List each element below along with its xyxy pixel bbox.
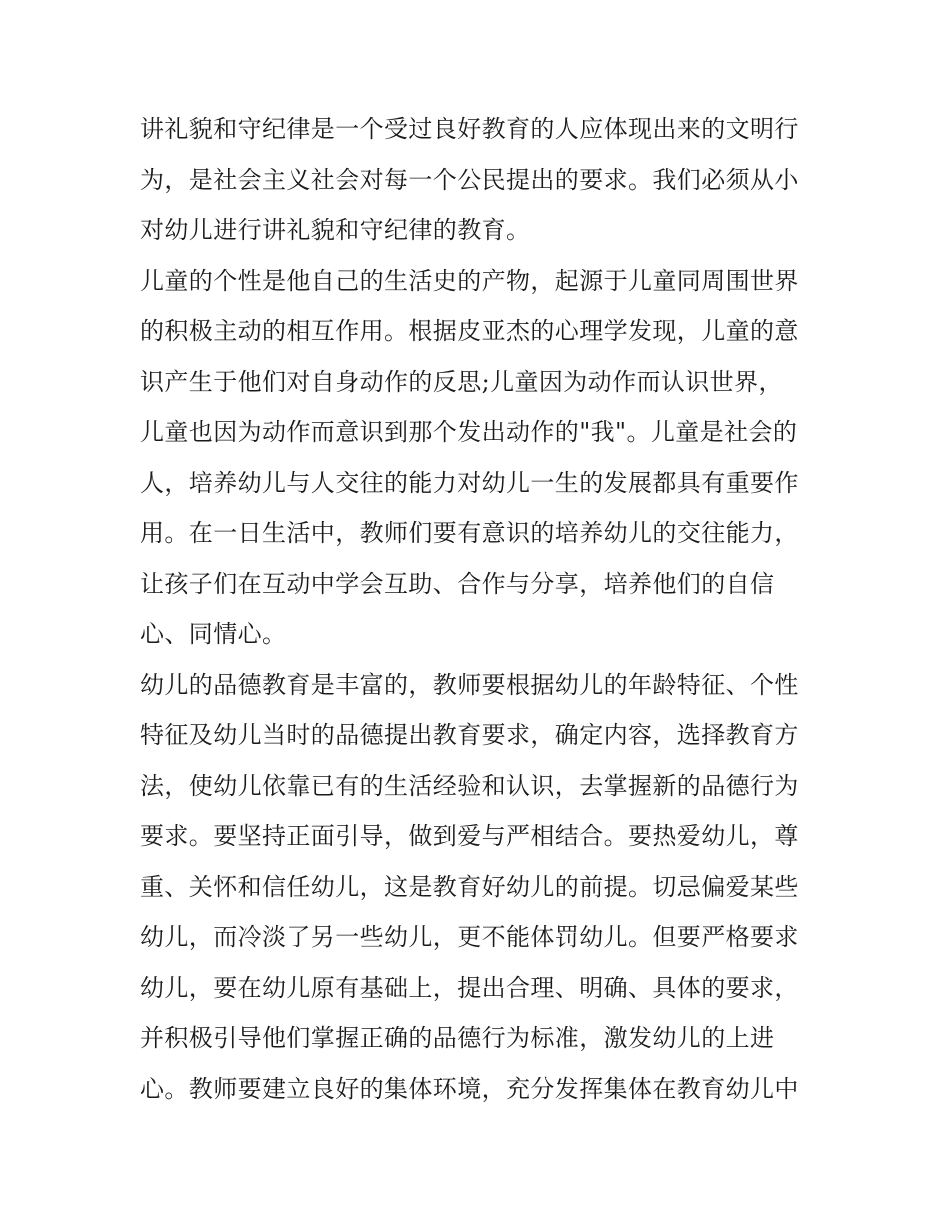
text-line: 儿童的个性是他自己的生活史的产物，起源于儿童同周围世界: [140, 266, 799, 295]
document-body: [140, 104, 820, 1114]
text-line: 并积极引导他们掌握正确的品德行为标准，激发幼儿的上进: [140, 1024, 775, 1052]
text-line: 让孩子们在互动中学会互助、合作与分享，培养他们的自信: [140, 569, 775, 598]
text-line: 对幼儿进行讲礼貌和守纪律的教育。: [140, 216, 531, 244]
text-line: 儿童也因为动作而意识到那个发出动作的"我"。儿童是社会的: [140, 418, 798, 446]
text-line: 特征及幼儿当时的品德提出教育要求，确定内容，选择教育方: [140, 721, 799, 749]
text-line: 要求。要坚持正面引导，做到爱与严相结合。要热爱幼儿，尊: [140, 822, 799, 850]
text-line: 的积极主动的相互作用。根据皮亚杰的心理学发现，儿童的意: [140, 317, 799, 345]
text-line: 心、同情心。: [140, 620, 287, 648]
text-line: 识产生于他们对自身动作的反思;儿童因为动作而认识世界，: [140, 367, 783, 396]
text-line: 用。在一日生活中，教师们要有意识的培养幼儿的交往能力，: [140, 519, 799, 547]
text-line: 讲礼貌和守纪律是一个受过良好教育的人应体现出来的文明行: [140, 115, 799, 143]
text-line: 心。教师要建立良好的集体环境，充分发挥集体在教育幼儿中: [140, 1074, 799, 1103]
text-line: 幼儿，要在幼儿原有基础上，提出合理、明确、具体的要求，: [140, 973, 799, 1002]
text-line: 为，是社会主义社会对每一个公民提出的要求。我们必须从小: [140, 165, 799, 194]
text-line: 幼儿，而冷淡了另一些幼儿，更不能体罚幼儿。但要严格要求: [140, 923, 799, 951]
text-line: 幼儿的品德教育是丰富的，教师要根据幼儿的年龄特征、个性: [140, 670, 799, 699]
text-line: 重、关怀和信任幼儿，这是教育好幼儿的前提。切忌偏爱某些: [140, 872, 799, 901]
text-line: 人，培养幼儿与人交往的能力对幼儿一生的发展都具有重要作: [140, 468, 799, 497]
text-line: 法，使幼儿依靠已有的生活经验和认识，去掌握新的品德行为: [140, 771, 799, 800]
